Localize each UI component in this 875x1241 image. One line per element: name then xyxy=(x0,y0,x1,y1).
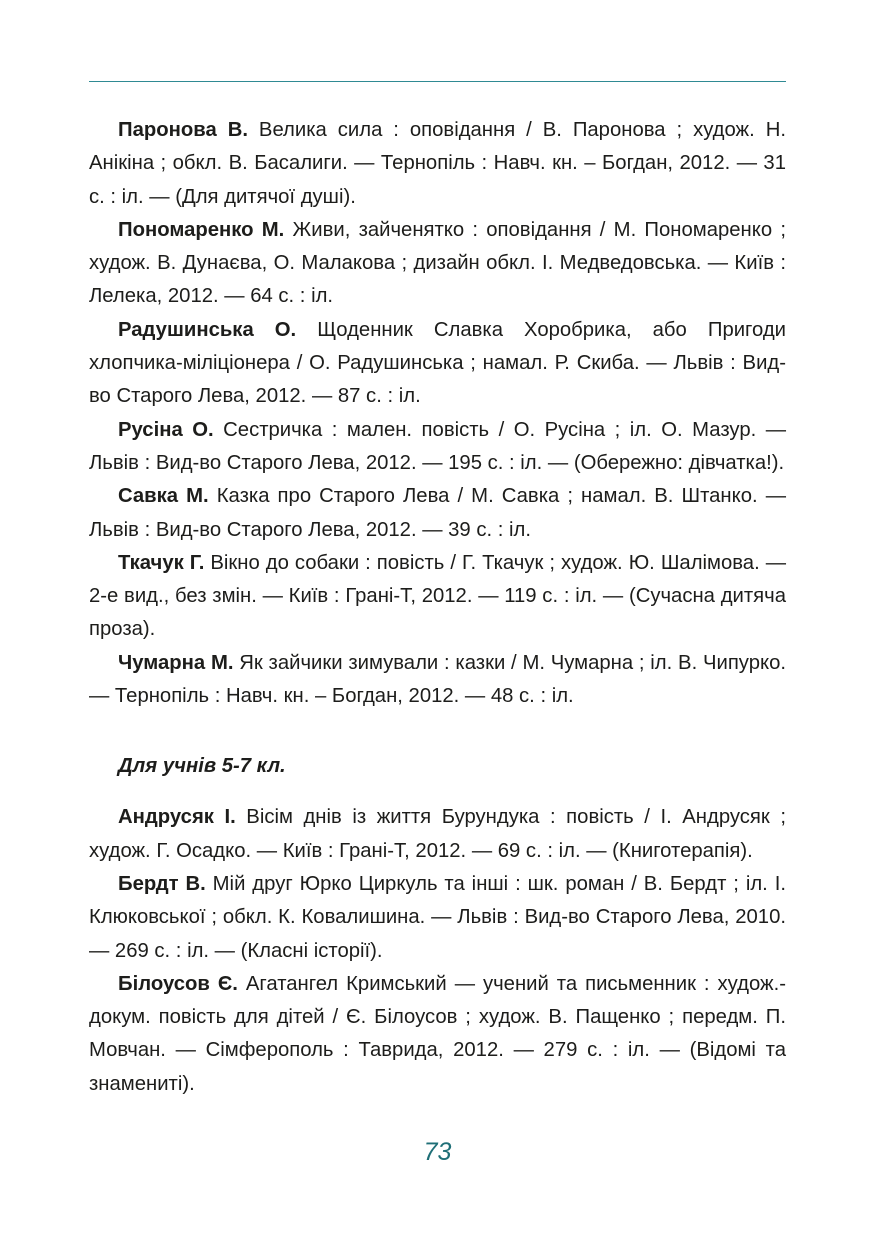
bibliography-entry xyxy=(89,868,786,968)
header-rule xyxy=(89,81,786,82)
entry-text: Як зайчики зимували : казки / М. Чумарна ; іл. В. Чипурко. — Тернопіль : Навч. кн. – Богдан, 2012. — 48 с. : іл. xyxy=(89,651,787,708)
bibliography-entry xyxy=(89,647,786,714)
entry-author: Ткачук Г. xyxy=(118,551,205,574)
entry-author: Паронова В. xyxy=(118,119,248,141)
bibliography-content xyxy=(89,114,786,1101)
section-heading: Для учнів 5-7 кл. xyxy=(118,755,286,778)
entry-text: Сестричка : мален. повість / О. Русіна ; іл. О. Мазур. — Львів : Вид-во Старого Лева, 2012. — 195 с. : іл. — (Обережно: дівчатка!). xyxy=(89,418,787,474)
entry-text: Живи, зайченятко : оповідання / М. Пономаренко ; худож. В. Дунаєва, О. Малакова ; дизайн обкл. І. Медведовська. — Київ : Лелека, 2012. — 64 с. : іл. xyxy=(89,218,786,308)
bibliography-entry xyxy=(89,314,786,414)
entry-text: Мій друг Юрко Циркуль та інші : шк. роман / В. Бердт ; іл. І. Клюковської ; обкл. К. Ковалишина. — Львів : Вид-во Старого Лева, 2010. — 269 с. : іл. — (Класні історії). xyxy=(89,872,786,962)
bibliography-entry xyxy=(89,480,786,547)
entry-text: Щоденник Славка Хоробрика, або Пригоди хлопчика-міліціонера / О. Радушинська ; намал. Р. Скиба. — Львів : Вид-во Старого Лева, 2012. — 87 с. : іл. xyxy=(89,318,786,408)
entry-author: Савка М. xyxy=(118,485,209,508)
bibliography-entry xyxy=(89,801,786,868)
entry-text: Агатангел Кримський — учений та письменник : худож.-докум. повість для дітей / Є. Білоусов ; худож. В. Пащенко ; передм. П. Мовчан. — Сімферополь : Таврида, 2012. — 279 с. : іл. — (Відомі та знамениті). xyxy=(89,972,786,1095)
entry-text: Велика сила : оповідання / В. Паронова ; худож. Н. Анікіна ; обкл. В. Басалиги. — Тернопіль : Навч. кн. – Богдан, 2012. — 31 с. : іл. — (Для дитячої душі). xyxy=(89,119,786,208)
entry-author: Бердт В. xyxy=(118,872,206,895)
entry-text: Вікно до собаки : повість / Г. Ткачук ; худож. Ю. Шалімова. — 2-е вид., без змін. — Київ : Грані-Т, 2012. — 119 с. : іл. — (Сучасна дитяча проза). xyxy=(89,551,786,641)
entry-author: Пономаренко М. xyxy=(118,218,285,241)
bibliography-entry xyxy=(89,214,786,314)
bibliography-entry xyxy=(89,114,786,214)
entry-text: Казка про Старого Лева / М. Савка ; намал. В. Штанко. — Львів : Вид-во Старого Лева, 2012. — 39 с. : іл. xyxy=(89,485,786,541)
page-number: 73 xyxy=(423,1138,452,1166)
entry-author: Русіна О. xyxy=(118,418,214,441)
entry-author: Білоусов Є. xyxy=(118,972,238,995)
entry-author: Андрусяк І. xyxy=(118,806,236,829)
bibliography-entry xyxy=(89,547,786,647)
entry-text: Вісім днів із життя Бурундука : повість / І. Андрусяк ; худож. Г. Осадко. — Київ : Грані-Т, 2012. — 69 с. : іл. — (Книготерапія). xyxy=(89,806,786,862)
entry-author: Радушинська О. xyxy=(118,318,297,341)
entry-author: Чумарна М. xyxy=(118,651,234,674)
bibliography-entry xyxy=(89,968,786,1101)
bibliography-entry xyxy=(89,414,786,481)
